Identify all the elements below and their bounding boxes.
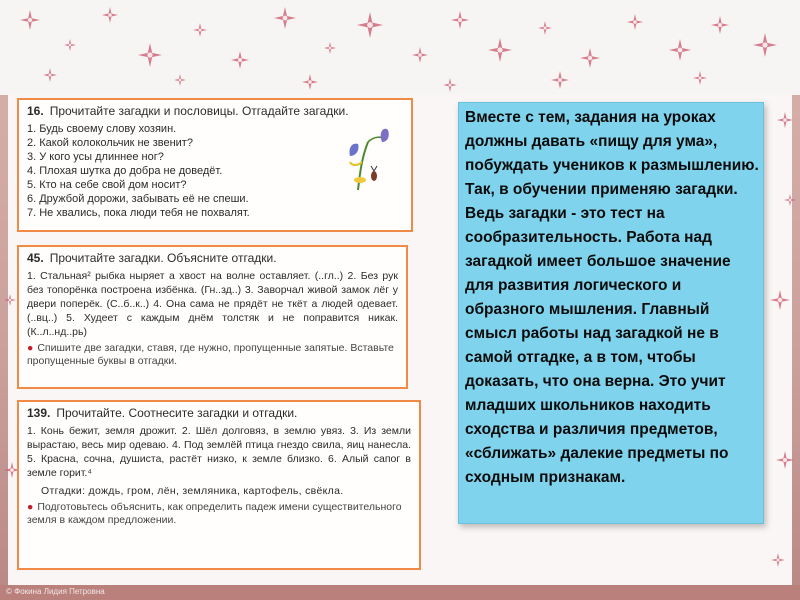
exercise-16-title-text: Прочитайте загадки и пословицы. Отгадайте загадки. <box>49 104 349 118</box>
exercise-16-line: 5. Кто на себе свой дом носит? <box>27 179 187 191</box>
exercise-139-answers: Отгадки: дождь, гром, лён, земляника, картофель, свёкла. <box>41 485 344 497</box>
quote-text: Вместе с тем, задания на уроках должны давать «пищу для ума», побуждать учеников к размышлению. Так, в обучении применяю загадки. Ведь загадки - это тест на сообразительность. Работа над загадкой имеет большое значение для развития логического и образного мышления. Главный смысл работы над загадкой не в самой отгадке, а в том, чтобы доказать, что она верна. Это учит младших школьников находить сходства и различия предметов, «сближать» далекие предметы по сходным признакам. <box>465 109 759 486</box>
exercise-16-title <box>27 104 403 118</box>
exercise-16-line: 1. Будь своему слову хозяин. <box>27 123 177 135</box>
exercise-45-box <box>17 245 408 389</box>
exercise-139-note-text: Подготовьтесь объяснить, как определить падеж имени существительного земля в каждом предложении. <box>27 501 402 526</box>
exercise-139-text: 1. Конь бежит, земля дрожит. 2. Шёл долговяз, в землю увяз. 3. Из земли вырастаю, весь мир одеваю. 4. Под землёй птица гнездо свила, яиц нанесла. 5. Красна, сочна, душиста, растёт низко, к земле близко. 6. Алый сапог в земле горит.⁴ <box>27 425 411 479</box>
exercise-16-line: 3. У кого усы длиннее ног? <box>27 151 164 163</box>
header-band <box>0 0 800 95</box>
exercise-139-title-text: Прочитайте. Соотнесите загадки и отгадки. <box>56 406 298 420</box>
copyright-text: © Фокина Лидия Петровна <box>6 587 105 596</box>
exercise-139-note <box>27 501 411 527</box>
exercise-16-line: 4. Плохая шутка до добра не доведёт. <box>27 165 223 177</box>
bullet-icon: ● <box>27 342 34 354</box>
bottom-strip <box>0 585 800 600</box>
exercise-45-text: 1. Стальная² рыбка ныряет а хвост на волне оставляет. (..гл..) 2. Без рук без топорёнка построена избёнка. (Гн..зд..) 3. Заворчал живой замок лёг у двери поперёк. (С..б..к..) 4. Она сама не прядёт не ткёт а людей одевает. (..вц..) 5. Худеет с каждым днём толстяк и не поправится никак. (К..л..нд..рь) <box>27 270 398 338</box>
exercise-16-line: 6. Дружбой дорожи, забывать её не спеши. <box>27 193 249 205</box>
exercise-139-number: 139. <box>27 406 51 420</box>
exercise-45-number: 45. <box>27 251 44 265</box>
exercise-45-note-text: Спишите две загадки, ставя, где нужно, пропущенные запятые. Вставьте пропущенные буквы в отгадки. <box>27 342 394 367</box>
exercise-45-title <box>27 251 398 265</box>
exercise-139-box <box>17 400 421 570</box>
exercise-16-line: 2. Какой колокольчик не звенит? <box>27 137 193 149</box>
bellflower-illustration <box>338 122 394 192</box>
exercise-45-note <box>27 342 398 368</box>
exercise-16-number: 16. <box>27 104 44 118</box>
bullet-icon: ● <box>27 501 34 513</box>
exercise-45-title-text: Прочитайте загадки. Объясните отгадки. <box>49 251 277 265</box>
exercise-16-line: 7. Не хвались, пока люди тебя не похвалят. <box>27 207 250 219</box>
exercise-139-title <box>27 406 411 420</box>
